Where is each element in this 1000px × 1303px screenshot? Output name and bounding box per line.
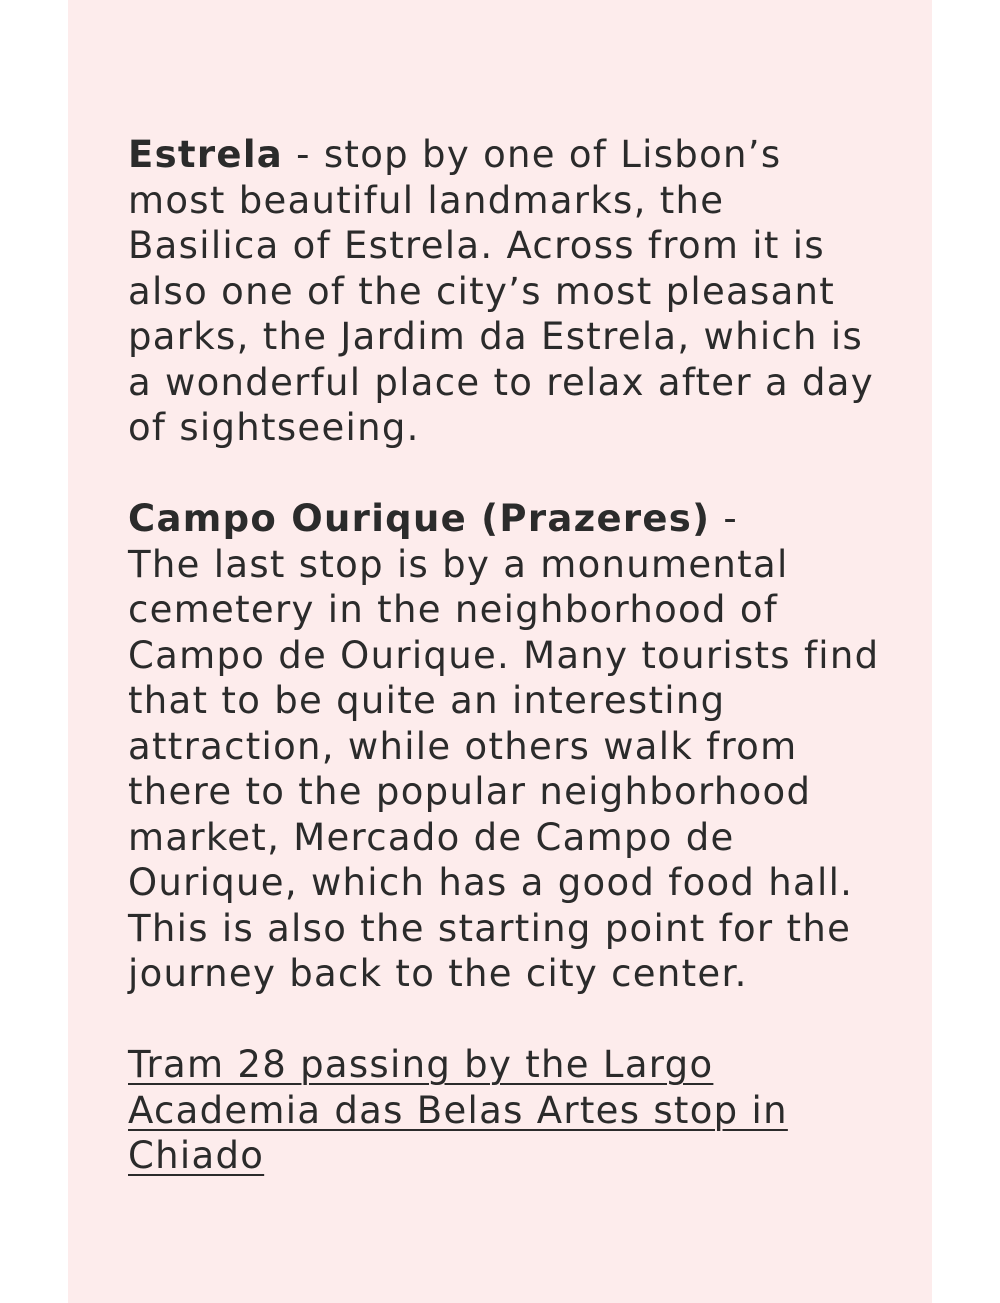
heading-separator: -	[710, 497, 739, 540]
photo-caption-link[interactable]: Tram 28 passing by the Largo Academia das Belas Artes stop in Chiado	[128, 1043, 788, 1177]
heading-separator: -	[283, 133, 324, 176]
section-body: The last stop is by a monumental cemetery in the neighborhood of Campo de Ourique. Many tourists find that to be quite an interesting attraction, while others walk from there to the popular neighborhood market, Mercado de Campo de Ourique, which has a good food hall. This is also the starting point for the journey back to the city center.	[128, 542, 880, 995]
section-heading: Estrela	[128, 133, 284, 176]
section-body: stop by one of Lisbon’s most beautiful landmarks, the Basilica of Estrela. Across from it is also one of the city’s most pleasant parks, the Jardim da Estrela, which is a wonderful place to relax after a day of sightseeing.	[128, 133, 874, 449]
page-panel	[68, 0, 932, 1303]
section-heading: Campo Ourique (Prazeres)	[128, 497, 711, 540]
section-campo-ourique	[128, 496, 888, 997]
caption-paragraph	[128, 1042, 888, 1179]
section-estrela	[128, 132, 888, 451]
article-content	[128, 132, 888, 1224]
